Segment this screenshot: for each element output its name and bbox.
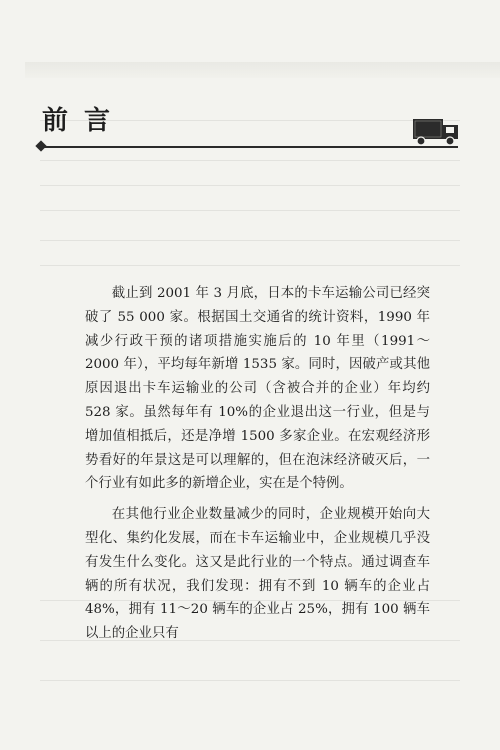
paragraph-2: 在其他行业企业数量减少的同时，企业规模开始向大型化、集约化发展，而在卡车运输业中，企业规模几乎没有发生什么变化。这又是此行业的一个特点。通过调查车辆的所有状况，我们发现：拥有不到 10 辆车的企业占 48%，拥有 11～20 辆车的企业占 25%，拥有 100 辆车以上的企业只有: [85, 507, 430, 642]
paragraph-1: 截止到 2001 年 3 月底，日本的卡车运输公司已经突破了 55 000 家。根据国土交通省的统计资料，1990 年减少行政干预的诸项措施实施后的 10 年里（1991～2000 年），平均每年新增 1535 家。同时，因破产或其他原因退出卡车运输业的公司（含被合并的企业）年均约 528 家。虽然每年有 10%的企业退出这一行业，但是与增加值相抵后，还是净增 1500 多家企业。在宏观经济形势看好的年景这是可以理解的，但在泡沫经济破灭后，一个行业有如此多的新增企业，实在是个特例。: [85, 286, 430, 492]
page-title: 前言: [42, 106, 127, 136]
body-text: [85, 282, 430, 653]
heading-rule: [42, 146, 458, 148]
running-header-bar: [25, 62, 500, 78]
truck-icon: [412, 116, 460, 146]
